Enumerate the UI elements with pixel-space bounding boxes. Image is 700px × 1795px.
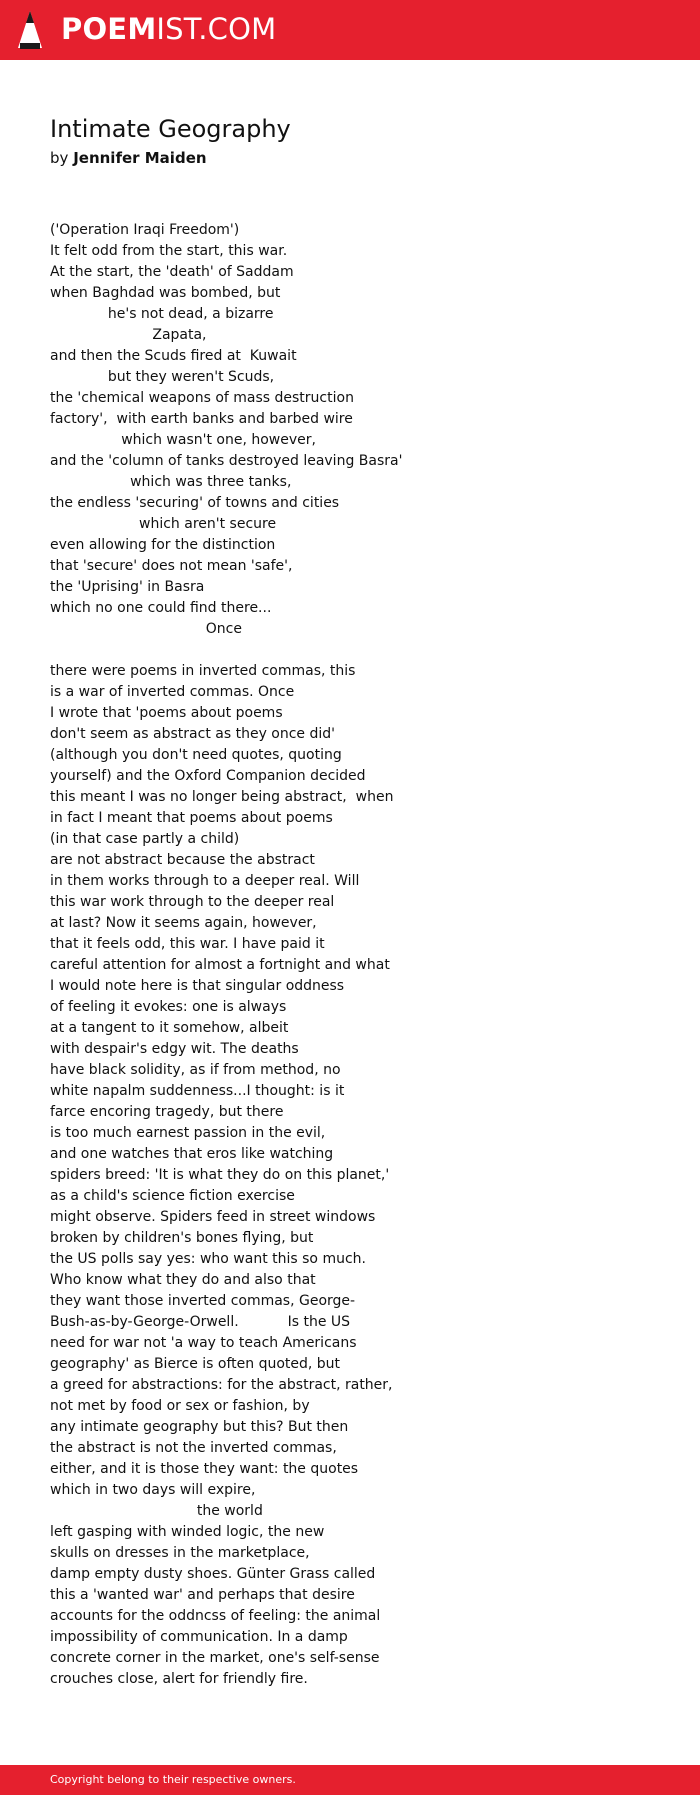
- poem-line: this a 'wanted war' and perhaps that desire: [50, 1587, 355, 1603]
- poem-line: accounts for the oddncss of feeling: the animal: [50, 1608, 381, 1624]
- poem-line: with despair's edgy wit. The deaths: [50, 1041, 299, 1057]
- poem-line: crouches close, alert for friendly fire.: [50, 1671, 308, 1687]
- poem-line: damp empty dusty shoes. Günter Grass called: [50, 1566, 376, 1582]
- poem-content: [50, 112, 650, 1690]
- poem-line: not met by food or sex or fashion, by: [50, 1398, 310, 1414]
- poem-line: At the start, the 'death' of Saddam: [50, 264, 294, 280]
- by-label: by: [50, 149, 69, 167]
- poem-line: any intimate geography but this? But then: [50, 1419, 349, 1435]
- poem-line: farce encoring tragedy, but there: [50, 1104, 284, 1120]
- poem-line: when Baghdad was bombed, but: [50, 285, 281, 301]
- pencil-icon[interactable]: [16, 10, 44, 52]
- poem-line: the abstract is not the inverted commas,: [50, 1440, 337, 1456]
- site-footer: [0, 1765, 700, 1795]
- logo-bold-text: POEM: [61, 12, 157, 46]
- poem-line: impossibility of communication. In a damp: [50, 1629, 348, 1645]
- poem-line: the world: [50, 1503, 263, 1519]
- poem-line: even allowing for the distinction: [50, 537, 276, 553]
- poem-line: [50, 640, 650, 661]
- poem-line: which no one could find there...: [50, 600, 272, 616]
- poem-line: yourself) and the Oxford Companion decided: [50, 768, 366, 784]
- poem-line: they want those inverted commas, George-: [50, 1293, 356, 1309]
- poem-line: concrete corner in the market, one's self-sense: [50, 1650, 380, 1666]
- logo-light-text: IST.COM: [156, 12, 277, 46]
- poem-line: this war work through to the deeper real: [50, 894, 335, 910]
- poem-line: and one watches that eros like watching: [50, 1146, 334, 1162]
- poem-line: are not abstract because the abstract: [50, 852, 315, 868]
- poem-line: that it feels odd, this war. I have paid it: [50, 936, 325, 952]
- poem-title: Intimate Geography: [50, 115, 291, 143]
- poem-line: have black solidity, as if from method, no: [50, 1062, 341, 1078]
- poem-line: and then the Scuds fired at Kuwait: [50, 348, 297, 364]
- poem-line: need for war not 'a way to teach Americans: [50, 1335, 357, 1351]
- poem-line: this meant I was no longer being abstract, when: [50, 789, 394, 805]
- poem-line: the 'Uprising' in Basra: [50, 579, 205, 595]
- poem-line: that 'secure' does not mean 'safe',: [50, 558, 293, 574]
- poem-line: I would note here is that singular oddness: [50, 978, 345, 994]
- poem-line: careful attention for almost a fortnight and what: [50, 957, 390, 973]
- poem-line: of feeling it evokes: one is always: [50, 999, 287, 1015]
- poem-line: might observe. Spiders feed in street windows: [50, 1209, 376, 1225]
- poem-line: left gasping with winded logic, the new: [50, 1524, 325, 1540]
- poem-line: at a tangent to it somehow, albeit: [50, 1020, 289, 1036]
- poem-line: the 'chemical weapons of mass destruction: [50, 390, 354, 406]
- poem-line: a greed for abstractions: for the abstract, rather,: [50, 1377, 393, 1393]
- poem-line: in them works through to a deeper real. Will: [50, 873, 360, 889]
- poem-line: is too much earnest passion in the evil,: [50, 1125, 326, 1141]
- poem-line: at last? Now it seems again, however,: [50, 915, 317, 931]
- poem-line: skulls on dresses in the marketplace,: [50, 1545, 310, 1561]
- poem-line: Bush-as-by-George-Orwell. Is the US: [50, 1314, 351, 1330]
- poem-line: factory', with earth banks and barbed wire: [50, 411, 353, 427]
- poem-line: It felt odd from the start, this war.: [50, 243, 288, 259]
- copyright-text: Copyright belong to their respective owners.: [50, 1773, 296, 1786]
- poem-line: Zapata,: [50, 327, 207, 343]
- poem-line: the US polls say yes: who want this so much.: [50, 1251, 366, 1267]
- poem-line: don't seem as abstract as they once did': [50, 726, 336, 742]
- poem-line: in fact I meant that poems about poems: [50, 810, 333, 826]
- poem-line: there were poems in inverted commas, this: [50, 663, 356, 679]
- poem-line: which aren't secure: [50, 516, 277, 532]
- poem-line: but they weren't Scuds,: [50, 369, 275, 385]
- site-logo[interactable]: [61, 11, 276, 47]
- poem-line: Once: [50, 621, 242, 637]
- poem-line: (although you don't need quotes, quoting: [50, 747, 342, 763]
- poem-line: I wrote that 'poems about poems: [50, 705, 283, 721]
- poem-line: spiders breed: 'It is what they do on this planet,': [50, 1167, 390, 1183]
- poem-line: he's not dead, a bizarre: [50, 306, 274, 322]
- poem-line: geography' as Bierce is often quoted, but: [50, 1356, 341, 1372]
- poem-line: (in that case partly a child): [50, 831, 240, 847]
- poem-body: [50, 220, 650, 1690]
- poem-line: which wasn't one, however,: [50, 432, 316, 448]
- author-name: Jennifer Maiden: [73, 149, 207, 167]
- poem-line: which in two days will expire,: [50, 1482, 256, 1498]
- poem-line: and the 'column of tanks destroyed leaving Basra': [50, 453, 403, 469]
- poem-line: as a child's science fiction exercise: [50, 1188, 295, 1204]
- poem-line: ('Operation Iraqi Freedom'): [50, 222, 240, 238]
- poem-line: white napalm suddenness...I thought: is it: [50, 1083, 345, 1099]
- poem-line: which was three tanks,: [50, 474, 292, 490]
- poem-line: Who know what they do and also that: [50, 1272, 316, 1288]
- poem-line: either, and it is those they want: the quotes: [50, 1461, 359, 1477]
- site-header: [0, 0, 700, 60]
- byline: [50, 148, 650, 168]
- poem-line: is a war of inverted commas. Once: [50, 684, 295, 700]
- poem-line: broken by children's bones flying, but: [50, 1230, 314, 1246]
- poem-line: the endless 'securing' of towns and cities: [50, 495, 340, 511]
